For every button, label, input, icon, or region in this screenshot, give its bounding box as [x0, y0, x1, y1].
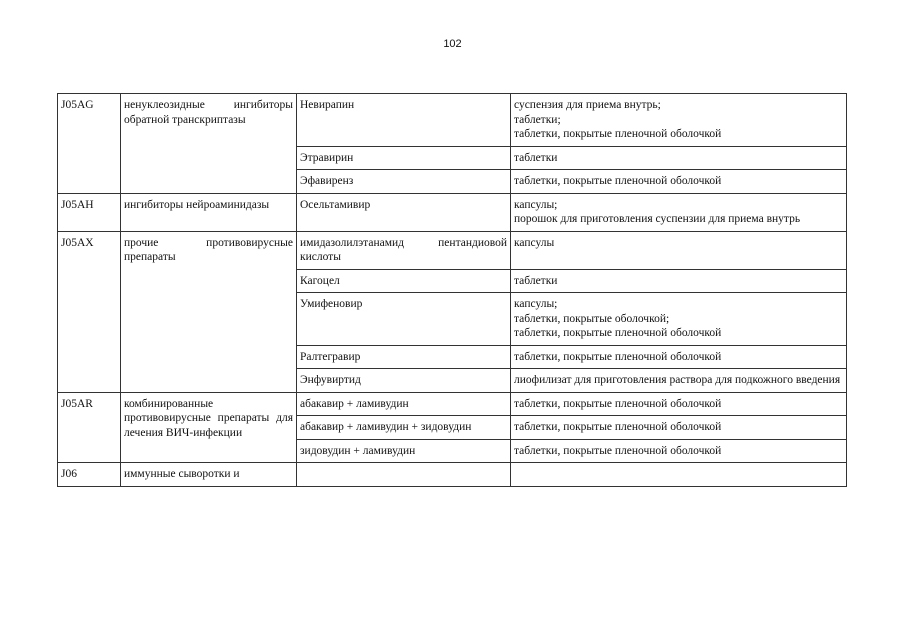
drug-name-cell: Ралтегравир: [297, 345, 511, 369]
drug-table: [57, 93, 847, 487]
dosage-form-line: таблетки, покрытые оболочкой;: [514, 312, 670, 325]
atc-code-cell: J05AG: [58, 94, 121, 194]
atc-code-cell: J05AX: [58, 231, 121, 392]
dosage-form-cell: [511, 439, 847, 463]
dosage-form-line: суспензия для приема внутрь;: [514, 99, 661, 111]
dosage-form-line: таблетки: [514, 274, 558, 287]
drug-name-cell: Этравирин: [297, 146, 511, 170]
dosage-form-line: таблетки: [514, 151, 558, 164]
pharmacological-group-cell: прочие противовирусные препараты: [121, 231, 297, 392]
table-row: [58, 392, 847, 416]
dosage-form-line: таблетки, покрытые пленочной оболочкой: [514, 128, 722, 140]
dosage-form-line: таблетки, покрытые пленочной оболочкой: [514, 397, 722, 410]
dosage-form-line: капсулы: [514, 236, 555, 249]
atc-code-cell: J05AR: [58, 392, 121, 463]
dosage-form-line: таблетки, покрытые пленочной оболочкой: [514, 350, 722, 363]
pharmacological-group-cell: комбинированные противовирусные препараты для лечения ВИЧ-инфекции: [121, 392, 297, 463]
table-row: [58, 463, 847, 487]
dosage-form-cell: [511, 146, 847, 170]
drug-name-cell: Умифеновир: [297, 293, 511, 346]
dosage-form-cell: [511, 463, 847, 487]
dosage-form-cell: [511, 231, 847, 269]
drug-name-cell: Невирапин: [297, 94, 511, 147]
page-number: 102: [443, 38, 462, 50]
dosage-form-cell: [511, 269, 847, 293]
pharmacological-group-cell: иммунные сыворотки и: [121, 463, 297, 487]
drug-name-cell: абакавир + ламивудин: [297, 392, 511, 416]
drug-name-cell: Энфувиртид: [297, 369, 511, 393]
dosage-form-cell: [511, 416, 847, 440]
dosage-form-cell: [511, 369, 847, 393]
dosage-form-cell: [511, 94, 847, 147]
drug-name-cell: абакавир + ламивудин + зидовудин: [297, 416, 511, 440]
dosage-form-line: лиофилизат для приготовления раствора для подкожного введения: [514, 374, 841, 386]
drug-name-cell: Кагоцел: [297, 269, 511, 293]
drug-name-cell: имидазолилэтанамид пентандиовой кислоты: [297, 231, 511, 269]
drug-name-cell: [297, 463, 511, 487]
table-row: [58, 94, 847, 147]
dosage-form-line: таблетки, покрытые пленочной оболочкой: [514, 175, 722, 187]
dosage-form-cell: [511, 170, 847, 194]
dosage-form-cell: [511, 193, 847, 231]
dosage-form-line: таблетки, покрытые пленочной оболочкой: [514, 421, 722, 433]
dosage-form-cell: [511, 392, 847, 416]
drug-table-body: [58, 94, 847, 487]
atc-code-cell: J05AH: [58, 193, 121, 231]
dosage-form-line: таблетки, покрытые пленочной оболочкой: [514, 327, 722, 339]
dosage-form-cell: [511, 293, 847, 346]
drug-name-cell: зидовудин + ламивудин: [297, 439, 511, 463]
dosage-form-line: капсулы;: [514, 298, 558, 310]
atc-code-cell: J06: [58, 463, 121, 487]
dosage-form-line: порошок для приготовления суспензии для приема внутрь: [514, 213, 801, 225]
dosage-form-line: таблетки, покрытые пленочной оболочкой: [514, 444, 722, 457]
drug-name-cell: Осельтамивир: [297, 193, 511, 231]
table-row: [58, 231, 847, 269]
pharmacological-group-cell: ненуклеозидные ингибиторы обратной транскриптазы: [121, 94, 297, 194]
dosage-form-line: таблетки;: [514, 113, 561, 126]
dosage-form-cell: [511, 345, 847, 369]
table-row: [58, 193, 847, 231]
pharmacological-group-cell: ингибиторы нейроаминидазы: [121, 193, 297, 231]
drug-name-cell: Эфавиренз: [297, 170, 511, 194]
dosage-form-line: капсулы;: [514, 198, 558, 211]
